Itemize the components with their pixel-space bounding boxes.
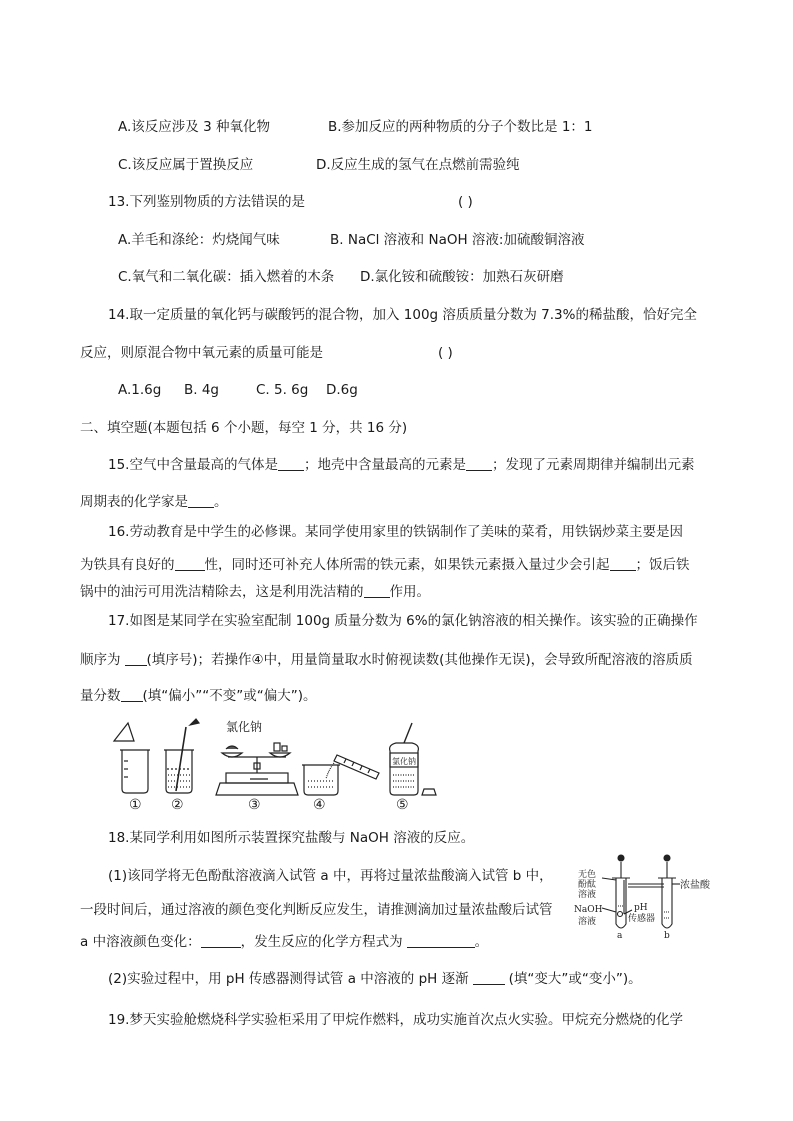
fig-label-solution-1: 溶液 [578,890,597,900]
fig-label-ph: pH [634,903,648,913]
fig-bottle-label: 氯化钠 [392,757,416,766]
q16-line1: 16.劳动教育是中学生的必修课。某同学使用家里的铁锅制作了美味的菜肴，用铁锅炒菜主要是因 [108,524,683,540]
q17-text-2: (填序号)；若操作④中，用量筒量取水时俯视读数(其他操作无误)，会导致所配溶液的溶质质 [146,652,693,668]
q16-text-2: 性，同时还可补充人体所需的铁元素，如果铁元素摄入量过少会引起 [204,557,610,573]
q15-text-4: 周期表的化学家是 [80,494,188,510]
fig-label-hcl: 浓盐酸 [680,880,710,891]
q15-text-1: 15.空气中含量最高的气体是 [108,457,278,473]
q18-blank-2[interactable] [407,933,475,948]
beaker-2-icon [164,719,199,793]
q18-text-2: ，发生反应的化学方程式为 [240,934,403,950]
fig-label-nacl: 氯化钠 [226,720,263,734]
cylinder-pouring-icon [302,755,379,795]
q17-blank-2[interactable] [121,687,143,702]
fig-label-fentai: 酚酞 [578,880,597,890]
fig-num-2: ② [171,797,184,813]
q16-text-5: 作用。 [389,584,430,600]
q18-part1-line2: 一段时间后，通过溶液的颜色变化判断反应发生，请推测滴加过量浓盐酸后试管 [80,902,553,918]
q16-text-4: 锅中的油污可用洗洁精除去，这是利用洗洁精的 [80,584,364,600]
beaker-1-icon [114,723,150,793]
q18-text-4: (2)实验过程中，用 pH 传感器测得试管 a 中溶液的 pH 逐渐 [108,971,469,987]
q14-option-c: C. 5. 6g [256,382,309,398]
q17-experiment-figure [108,717,438,813]
q12-option-d: D.反应生成的氢气在点燃前需验纯 [316,157,520,173]
q14-option-a: A.1.6g [118,382,162,398]
q13-stem: 13.下列鉴别物质的方法错误的是 [108,194,305,210]
q15-blank-2[interactable] [466,456,492,471]
test-tube-b-icon [658,855,676,928]
q15-text-5: 。 [214,494,228,510]
q16-blank-1[interactable] [175,556,205,571]
section-heading: 二、填空题(本题包括 6 个小题，每空 1 分，共 16 分) [80,420,408,436]
fig-num-5: ⑤ [396,797,409,813]
q14-answer-paren: ( ) [438,345,453,361]
fig-num-1: ① [129,797,142,813]
q15-text-3: ；发现了元素周期律并编制出元素 [491,457,695,473]
q12-option-c: C.该反应属于置换反应 [118,157,254,173]
q18-part2 [108,969,642,989]
q16-line3 [80,582,430,602]
q15-line1 [108,455,694,475]
fig-label-wuse: 无色 [578,870,597,880]
q18-blank-3[interactable] [473,970,505,985]
q17-line1: 17.如图是某同学在实验室配制 100g 质量分数为 6%的氯化钠溶液的相关操作。该实验的正确操作 [108,613,698,629]
q14-option-b: B. 4g [184,382,220,398]
q12-option-b: B.参加反应的两种物质的分子个数比是 1：1 [328,119,593,135]
q17-blank-1[interactable] [125,651,147,666]
q17-line2 [80,650,693,670]
q13-option-a: A.羊毛和涤纶：灼烧闻气味 [118,232,280,248]
fig-num-4: ④ [313,797,326,813]
q15-line2 [80,492,228,512]
q12-option-a: A.该反应涉及 3 种氧化物 [118,119,270,135]
q17-line3 [80,686,317,706]
q16-line2 [80,555,690,575]
q15-text-2: ；地壳中含量最高的元素是 [303,457,466,473]
q18-stem: 18.某同学利用如图所示装置探究盐酸与 NaOH 溶液的反应。 [108,830,475,846]
fig-label-solution-2: 溶液 [578,917,597,927]
q13-option-d: D.氯化铵和硫酸铵：加熟石灰研磨 [360,269,564,285]
q16-blank-2[interactable] [610,556,636,571]
q13-option-b: B. NaCl 溶液和 NaOH 溶液:加硫酸铜溶液 [330,232,585,248]
q18-text-1: a 中溶液颜色变化： [80,934,201,950]
q18-text-3: 。 [474,934,489,950]
q18-text-5: (填“变大”或“变小”)。 [508,971,642,987]
q18-figure-svg [572,848,718,940]
q13-answer-paren: ( ) [458,194,473,210]
q14-stem-line1: 14.取一定质量的氧化钙与碳酸钙的混合物，加入 100g 溶质质量分数为 7.3%的稀盐酸，恰好完全 [108,307,697,323]
q13-option-c: C.氧气和二氧化碳：插入燃着的木条 [118,269,335,285]
q15-blank-3[interactable] [188,493,214,508]
q15-blank-1[interactable] [278,456,304,471]
q19-line1: 19.梦天实验舱燃烧科学实验柜采用了甲烷作燃料，成功实施首次点火实验。甲烷充分燃烧的化学 [108,1012,683,1028]
q14-option-d: D.6g [326,382,358,398]
balance-scale-icon [216,743,298,795]
fig-label-naoh: NaOH [574,905,603,915]
fig-label-a: a [617,931,623,940]
fig-label-b: b [664,931,670,940]
q18-apparatus-figure [572,848,718,940]
q16-text-1: 为铁具有良好的 [80,557,175,573]
q17-text-1: 顺序为 [80,652,121,668]
q16-blank-3[interactable] [364,583,390,598]
fig-label-sensor: 传感器 [628,914,656,924]
q17-text-3: 量分数 [80,688,121,704]
q18-part1-line3 [80,932,488,952]
q17-text-4: (填“偏小”“不变”或“偏大”)。 [142,688,317,704]
fig-num-3: ③ [248,797,261,813]
q16-text-3: ；饭后铁 [635,557,690,573]
q17-figure-svg [108,717,438,813]
q18-part1-line1: (1)该同学将无色酚酞溶液滴入试管 a 中，再将过量浓盐酸滴入试管 b 中， [108,868,553,884]
q14-stem-line2: 反应，则原混合物中氧元素的质量可能是 [80,345,323,361]
q18-blank-1[interactable] [201,933,241,948]
